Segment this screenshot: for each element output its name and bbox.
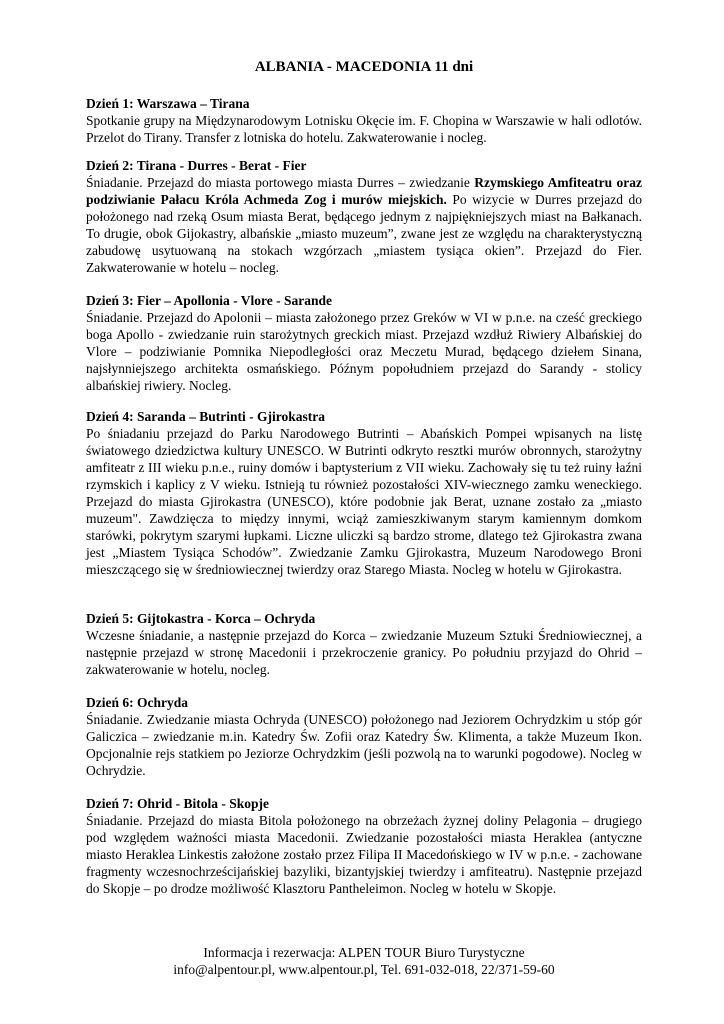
day-section-3 (86, 292, 642, 394)
day-section-4 (86, 408, 642, 578)
day-heading: Dzień 6: Ochryda (86, 695, 188, 710)
day-description-part: Po wizycie w Durres przejazd do położonego nad rzeką Osum miasta Berat, będącego jednym z najpiękniejszych miast na Bałkanach. To drugie, obok Gijokastry, albańskie „miasto muzeum”, zwane jest ze względu na charakterystyczną zabudowę usytuowaną na stokach wzgórzach „miastem tysiąca okien”. Przejazd do Fier. Zakwaterowanie w hotelu – nocleg. (86, 192, 642, 275)
day-heading: Dzień 4: Saranda – Butrinti - Gjirokastra (86, 409, 325, 424)
day-heading: Dzień 2: Tirana - Durres - Berat - Fier (86, 158, 307, 173)
day-description-part: Śniadanie. Przejazd do miasta portowego miasta Durres – zwiedzanie (86, 175, 475, 190)
day-description: Śniadanie. Przejazd do Apolonii – miasta założonego przez Greków w VI w p.n.e. na cześć greckiego boga Apollo - zwiedzanie ruin starożytnych greckich miast. Przejazd wzdłuż Riwiery Albańskiej do Vlore – podziwianie Pomnika Niepodległości oraz Meczetu Murad, będącego dziełem Sinana, najsłynniejszego architekta osmańskiego. Późnym popołudniem przejazd do Sarandy - stolicy albańskiej riwiery. Nocleg. (86, 310, 642, 393)
page-title: ALBANIA - MACEDONIA 11 dni (254, 59, 474, 75)
day-section-7 (86, 795, 642, 897)
day-description: Śniadanie. Przejazd do miasta Bitola położonego na obrzeżach żyznej doliny Pelagonia – drugiego pod względem ważności miasta Macedonii. Zwiedzanie pozostałości miasta Heraklea (antyczne miasto Heraklea Linkestis założone zostało przez Filipa II Macedońskiego w IV w p.n.e. - zachowane fragmenty wczesnochrześcijańskiej bazyliki, bizantyjskiej twierdzy i amfiteatru). Następnie przejazd do Skopje – po drodze możliwość Klasztoru Pantheleimon. Nocleg w hotelu w Skopje. (86, 813, 642, 896)
day-description: Po śniadaniu przejazd do Parku Narodowego Butrinti – Abańskich Pompei wpisanych na listę światowego dziedzictwa kultury UNESCO. W Butrinti odkryto resztki murów obronnych, starożytny amfiteatr z III wieku p.n.e., ruiny domów i baptysterium z VII wieku. Zachowały się tu też ruiny łaźni rzymskich i kaplicy z V wieku. Istnieją tu również pozostałości XIV-wiecznego zamku weneckiego. Przejazd do miasta Gjirokastra (UNESCO), które podobnie jak Berat, uznane zostało za „miasto muzeum". Zawdzięcza to między innymi, wciąż zamieszkiwanym starym kamiennym domkom starówki, pokrytym szarymi łupkami. Liczne uliczki są bardzo strome, dlatego też Gjirokastra zwana jest „Miastem Tysiąca Schodów”. Zwiedzanie Zamku Gjirokastra, Muzeum Narodowego Broni mieszczącego się w średniowiecznej twierdzy oraz Starego Miasta. Nocleg w hotelu w Gjirokastra. (86, 426, 642, 577)
day-heading: Dzień 1: Warszawa – Tirana (86, 96, 250, 111)
day-section-6 (86, 694, 642, 779)
day-heading: Dzień 5: Gijtokastra - Korca – Ochryda (86, 611, 316, 626)
day-heading: Dzień 3: Fier – Apollonia - Vlore - Sarande (86, 293, 332, 308)
day-section-1 (86, 95, 642, 146)
day-section-5 (86, 610, 642, 678)
footer-line-agency: Informacja i rezerwacja: ALPEN TOUR Biuro Turystyczne (203, 945, 525, 960)
day-description: Śniadanie. Zwiedzanie miasta Ochryda (UNESCO) położonego nad Jeziorem Ochrydzkim u stóp gór Galiczica – zwiedzanie m.in. Katedry Św. Zofii oraz Katedry Św. Klimenta, a także Muzeum Ikon. Opcjonalnie rejs statkiem po Jeziorze Ochrydzkim (jeśli pozwolą na to warunki pogodowe). Nocleg w Ochrydzie. (86, 712, 642, 778)
day-description: Spotkanie grupy na Międzynarodowym Lotnisku Okęcie im. F. Chopina w Warszawie w hali odlotów. Przelot do Tirany. Transfer z lotniska do hotelu. Zakwaterowanie i nocleg. (86, 113, 642, 145)
day-description: Wczesne śniadanie, a następnie przejazd do Korca – zwiedzanie Muzeum Sztuki Średniowiecznej, a następnie przejazd w stronę Macedonii i przekroczenie granicy. Po południu przyjazd do Ohrid – zakwaterowanie w hotelu, nocleg. (86, 628, 642, 677)
day-description-highlight: Rzymskiego Amfiteatru oraz podziwianie Pałacu Króla Achmeda Zog i murów miejskich. (86, 175, 642, 207)
footer-contact (86, 944, 642, 978)
day-heading: Dzień 7: Ohrid - Bitola - Skopje (86, 796, 270, 811)
day-description (86, 174, 642, 276)
day-section-2 (86, 157, 642, 276)
footer-line-contact: info@alpentour.pl, www.alpentour.pl, Tel. 691-032-018, 22/371-59-60 (173, 962, 555, 977)
